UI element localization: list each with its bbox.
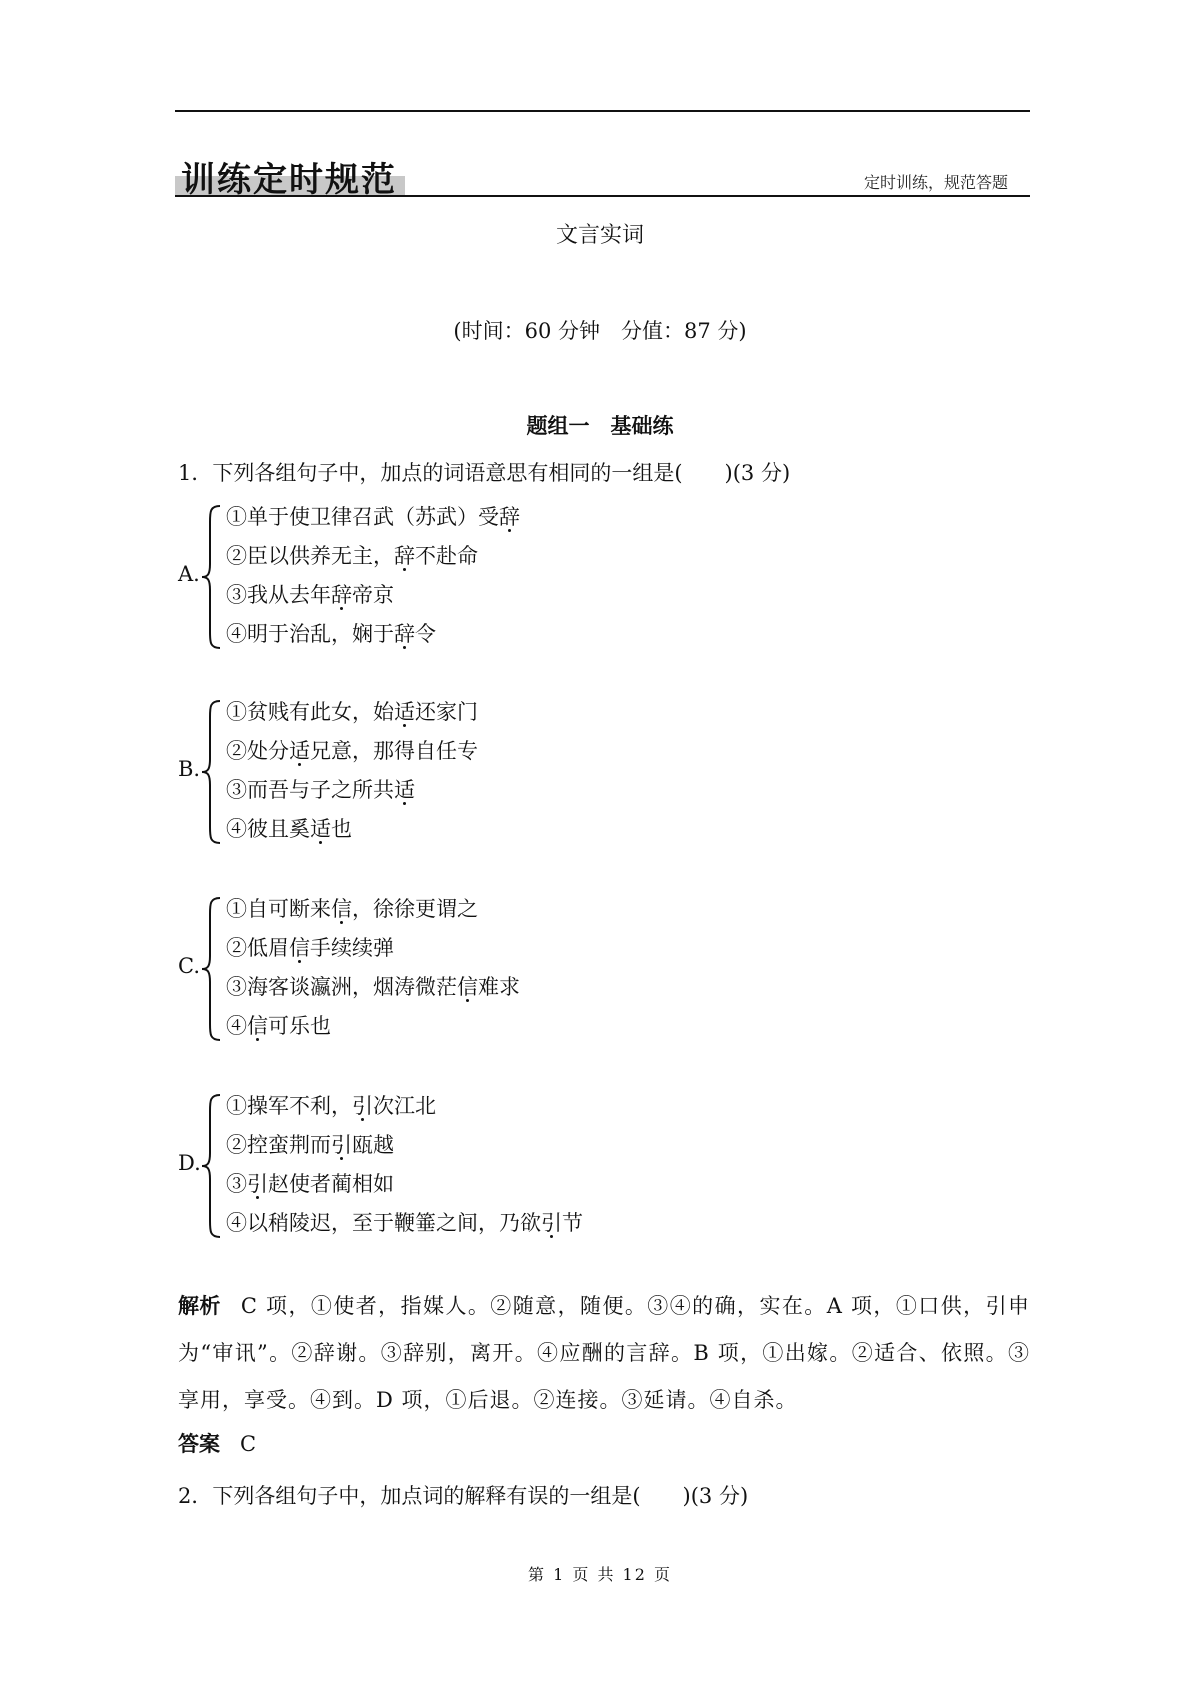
dotted-word: 适 <box>394 700 415 724</box>
banner-rule <box>175 195 1030 197</box>
line-text-post: 手续续弹 <box>310 936 394 960</box>
dotted-word: 引 <box>541 1211 562 1235</box>
dotted-word: 引 <box>247 1172 268 1196</box>
line-text-pre: ④彼且奚 <box>226 817 310 841</box>
time-score-info: (时间：60 分钟 分值：87 分) <box>453 319 747 343</box>
option-line <box>226 929 520 968</box>
line-text-post: 难求 <box>478 975 520 999</box>
line-text-pre: ③而吾与子之所共 <box>226 778 394 802</box>
left-brace-icon <box>200 896 224 1042</box>
option-4 <box>178 1087 878 1247</box>
answer-value: C <box>240 1432 257 1456</box>
option-line <box>226 1126 583 1165</box>
option-line <box>226 1165 583 1204</box>
section-banner <box>175 150 1030 198</box>
line-text-pre: ④ <box>226 1014 247 1038</box>
question-2-text: 2．下列各组句子中，加点词的解释有误的一组是( )(3 分) <box>178 1484 749 1508</box>
line-text-post: 可乐也 <box>268 1014 331 1038</box>
option-line <box>226 1007 520 1046</box>
option-line <box>226 615 520 654</box>
line-text-pre: ④以稍陵迟，至于鞭箠之间，乃欲 <box>226 1211 541 1235</box>
option-line <box>226 771 478 810</box>
line-text-post: 帝京 <box>352 583 394 607</box>
option-line <box>226 1087 583 1126</box>
dotted-word: 信 <box>331 897 352 921</box>
answer-block <box>178 1428 256 1458</box>
dotted-word: 适 <box>310 817 331 841</box>
line-text-post: 令 <box>415 622 436 646</box>
option-lines <box>226 890 520 1046</box>
top-rule <box>175 110 1030 112</box>
dotted-word: 信 <box>457 975 478 999</box>
line-text-post: 不赴命 <box>415 544 478 568</box>
option-1 <box>178 498 878 658</box>
line-text-pre: ②低眉 <box>226 936 289 960</box>
dotted-word: 适 <box>394 778 415 802</box>
line-text-pre: ①单于使卫律召武（苏武）受 <box>226 505 499 529</box>
option-line <box>226 1204 583 1243</box>
analysis-text: C 项，①使者，指媒人。②随意，随便。③④的确，实在。A 项，①口供，引申为“审讯”。②辞谢。③辞别，离开。④应酬的言辞。B 项，①出嫁。②适合、依照。③享用，享受。④到。D 项，①后退。②连接。③延请。④自杀。 <box>178 1294 1030 1412</box>
analysis-label: 解析 <box>178 1294 221 1318</box>
option-line <box>226 498 520 537</box>
option-line <box>226 732 478 771</box>
group-title: 题组一 基础练 <box>526 414 674 438</box>
line-text-pre: ②控蛮荆而 <box>226 1133 331 1157</box>
option-line <box>226 810 478 849</box>
line-text-pre: ①操军不利， <box>226 1094 352 1118</box>
dotted-word: 辞 <box>331 583 352 607</box>
option-line <box>226 968 520 1007</box>
option-lines <box>226 1087 583 1243</box>
page-footer: 第 1 页 共 12 页 <box>528 1565 672 1584</box>
banner-title: 训练定时规范 <box>181 160 397 200</box>
line-text-post: 也 <box>331 817 352 841</box>
line-text-post: 赵使者蔺相如 <box>268 1172 394 1196</box>
line-text-pre: ③我从去年 <box>226 583 331 607</box>
dotted-word: 辞 <box>394 622 415 646</box>
line-text-post: 瓯越 <box>352 1133 394 1157</box>
left-brace-icon <box>200 1093 224 1239</box>
page-title: 文言实词 <box>555 223 644 248</box>
option-letter: A. <box>178 562 200 586</box>
option-letter: B. <box>178 757 201 781</box>
option-letter: C. <box>178 954 200 978</box>
line-text-post: 次江北 <box>373 1094 436 1118</box>
option-line <box>226 693 478 732</box>
option-line <box>226 890 520 929</box>
left-brace-icon <box>200 504 224 650</box>
option-3 <box>178 890 878 1050</box>
answer-label: 答案 <box>178 1432 220 1456</box>
line-text-post: 节 <box>562 1211 583 1235</box>
line-text-pre: ②处分 <box>226 739 289 763</box>
dotted-word: 引 <box>352 1094 373 1118</box>
line-text-pre: ②臣以供养无主， <box>226 544 394 568</box>
line-text-post: 兄意，那得自任专 <box>310 739 478 763</box>
dotted-word: 适 <box>289 739 310 763</box>
option-2 <box>178 693 878 853</box>
option-lines <box>226 498 520 654</box>
line-text-pre: ④明于治乱，娴于 <box>226 622 394 646</box>
line-text-pre: ③ <box>226 1172 247 1196</box>
banner-subtitle: 定时训练，规范答题 <box>863 173 1008 192</box>
option-line <box>226 576 520 615</box>
line-text-pre: ①自可断来 <box>226 897 331 921</box>
dotted-word: 辞 <box>499 505 520 529</box>
option-letter: D. <box>178 1151 201 1175</box>
analysis-block <box>178 1283 1030 1424</box>
option-line <box>226 537 520 576</box>
dotted-word: 信 <box>247 1014 268 1038</box>
line-text-post: 还家门 <box>415 700 478 724</box>
left-brace-icon <box>200 699 224 845</box>
line-text-pre: ③海客谈瀛洲，烟涛微茫 <box>226 975 457 999</box>
dotted-word: 引 <box>331 1133 352 1157</box>
question-1-text: 1．下列各组句子中，加点的词语意思有相同的一组是( )(3 分) <box>178 461 791 485</box>
dotted-word: 信 <box>289 936 310 960</box>
dotted-word: 辞 <box>394 544 415 568</box>
option-lines <box>226 693 478 849</box>
line-text-pre: ①贫贱有此女，始 <box>226 700 394 724</box>
line-text-post: ，徐徐更谓之 <box>352 897 478 921</box>
